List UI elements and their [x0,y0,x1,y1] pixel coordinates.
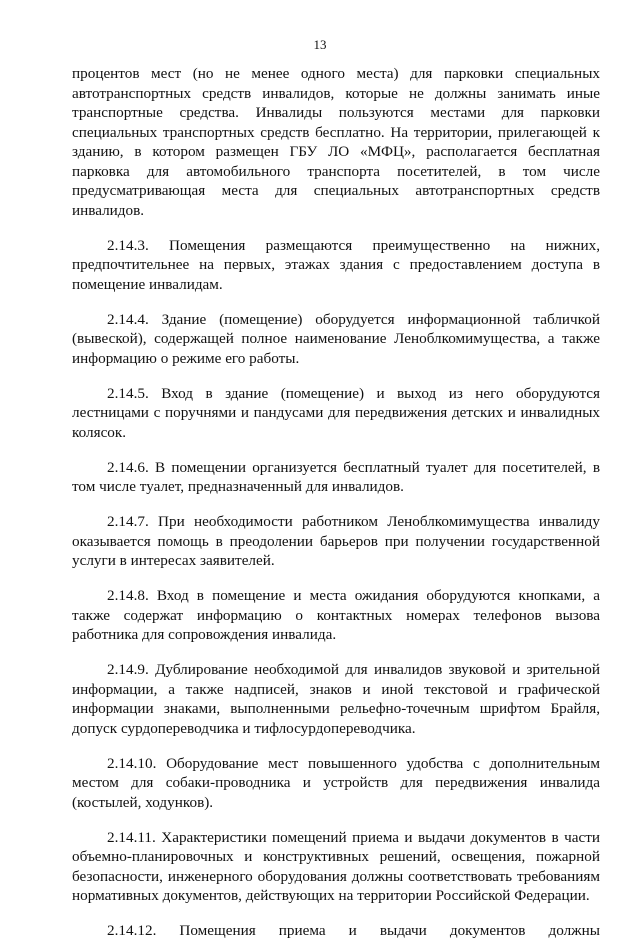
paragraph-2-14-11: 2.14.11. Характеристики помещений приема и выдачи документов в части объемно-планировочных и конструктивных решений, освещения, пожарной безопасности, инженерного оборудования должны соответствовать требованиям нормативных документов, действующих на территории Российской Федерации. [72,828,600,904]
paragraph-2-14-3: 2.14.3. Помещения размещаются преимущественно на нижних, предпочтительнее на первых, этажах здания с предоставлением доступа в помещение инвалидам. [72,236,600,293]
paragraph-2-14-8: 2.14.8. Вход в помещение и места ожидания оборудуются кнопками, а также содержат информацию о контактных номерах телефонов вызова работника для сопровождения инвалида. [72,587,600,643]
document-body [72,64,600,941]
paragraph-2-14-7: 2.14.7. При необходимости работником Леноблкомимущества инвалиду оказывается помощь в преодолении барьеров при получении государственной услуги в интересах заявителей. [72,513,600,569]
paragraph-2-14-12: 2.14.12. Помещения приема и выдачи документов должны [107,922,600,939]
paragraph-2-14-6: 2.14.6. В помещении организуется бесплатный туалет для посетителей, в том числе туалет, предназначенный для инвалидов. [72,458,600,495]
paragraph-2-14-10: 2.14.10. Оборудование мест повышенного удобства с дополнительным местом для собаки-проводника и устройств для передвижения инвалида (костылей, ходунков). [72,754,600,811]
paragraph-2-14-5: 2.14.5. Вход в здание (помещение) и выход из него оборудуются лестницами с поручнями и пандусами для передвижения детских и инвалидных колясок. [72,384,600,441]
paragraph-parking-continuation: процентов мест (но не менее одного места) для парковки специальных автотранспортных средств инвалидов, которые не должны занимать иные транспортные средства. Инвалиды пользуются местами для парковки специальных транспортных средств бесплатно. На территории, прилегающей к зданию, в котором размещен ГБУ ЛО «МФЦ», располагается бесплатная парковка для автомобильного транспорта посетителей, в том числе предусматривающая места для специальных автотранспортных средств инвалидов. [72,65,600,219]
paragraph-2-14-4: 2.14.4. Здание (помещение) оборудуется информационной табличкой (вывеской), содержащей полное наименование Леноблкомимущества, а также информацию о режиме его работы. [72,310,600,367]
paragraph-2-14-9: 2.14.9. Дублирование необходимой для инвалидов звуковой и зрительной информации, а также надписей, знаков и иной текстовой и графической информации знаками, выполненными рельефно-точечным шрифтом Брайля, допуск сурдопереводчика и тифлосурдопереводчика. [72,661,600,737]
page-number: 13 [313,37,327,52]
